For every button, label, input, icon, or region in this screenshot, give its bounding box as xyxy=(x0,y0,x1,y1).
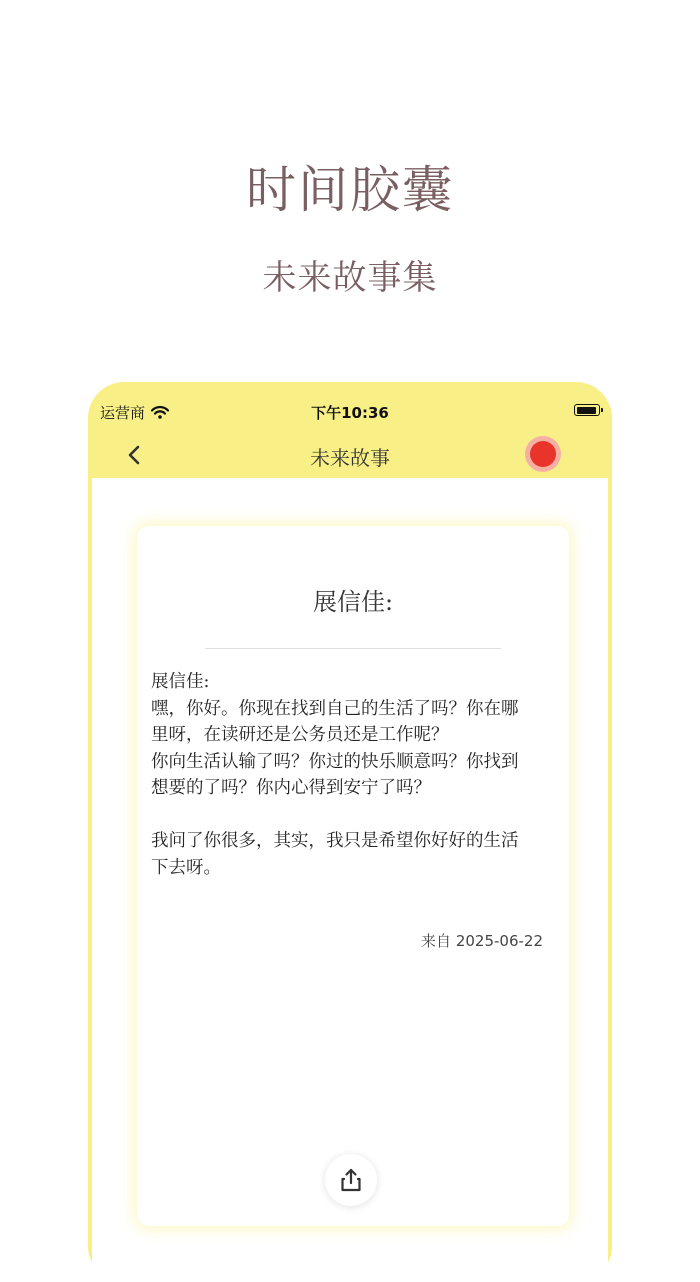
nav-title: 未来故事 xyxy=(310,446,390,470)
content-area xyxy=(92,478,608,1282)
status-time: 下午10:36 xyxy=(311,404,389,422)
letter-line: 展信佳: xyxy=(151,672,210,692)
letter-from-date: 来自 2025-06-22 xyxy=(421,932,543,950)
share-button[interactable] xyxy=(325,1154,377,1206)
letter-line: 里呀，在读研还是公务员还是工作呢？ xyxy=(151,725,449,745)
share-icon xyxy=(338,1167,364,1193)
letter-line: 想要的了吗？你内心得到安宁了吗？ xyxy=(151,778,431,798)
record-button[interactable] xyxy=(525,436,561,472)
letter-line: 我问了你很多，其实，我只是希望你好好的生活 xyxy=(151,831,519,851)
hero-subtitle: 未来故事集 xyxy=(262,258,438,298)
record-dot-icon xyxy=(530,441,556,467)
hero-title: 时间胶囊 xyxy=(246,161,454,219)
phone-frame xyxy=(88,382,612,1282)
letter-blank-line xyxy=(151,802,549,829)
letter-line: 你向生活认输了吗？你过的快乐顺意吗？你找到 xyxy=(151,751,519,772)
battery-icon xyxy=(574,404,600,416)
letter-heading: 展信佳: xyxy=(312,588,394,616)
divider xyxy=(205,648,501,649)
status-bar xyxy=(88,382,612,440)
carrier-label: 运营商 xyxy=(100,404,146,422)
letter-line: 嘿，你好。你现在找到自己的生活了吗？你在哪 xyxy=(151,698,519,719)
letter-card xyxy=(137,526,569,1226)
letter-line: 下去呀。 xyxy=(151,857,221,878)
letter-body xyxy=(151,669,549,881)
nav-bar xyxy=(88,434,612,478)
